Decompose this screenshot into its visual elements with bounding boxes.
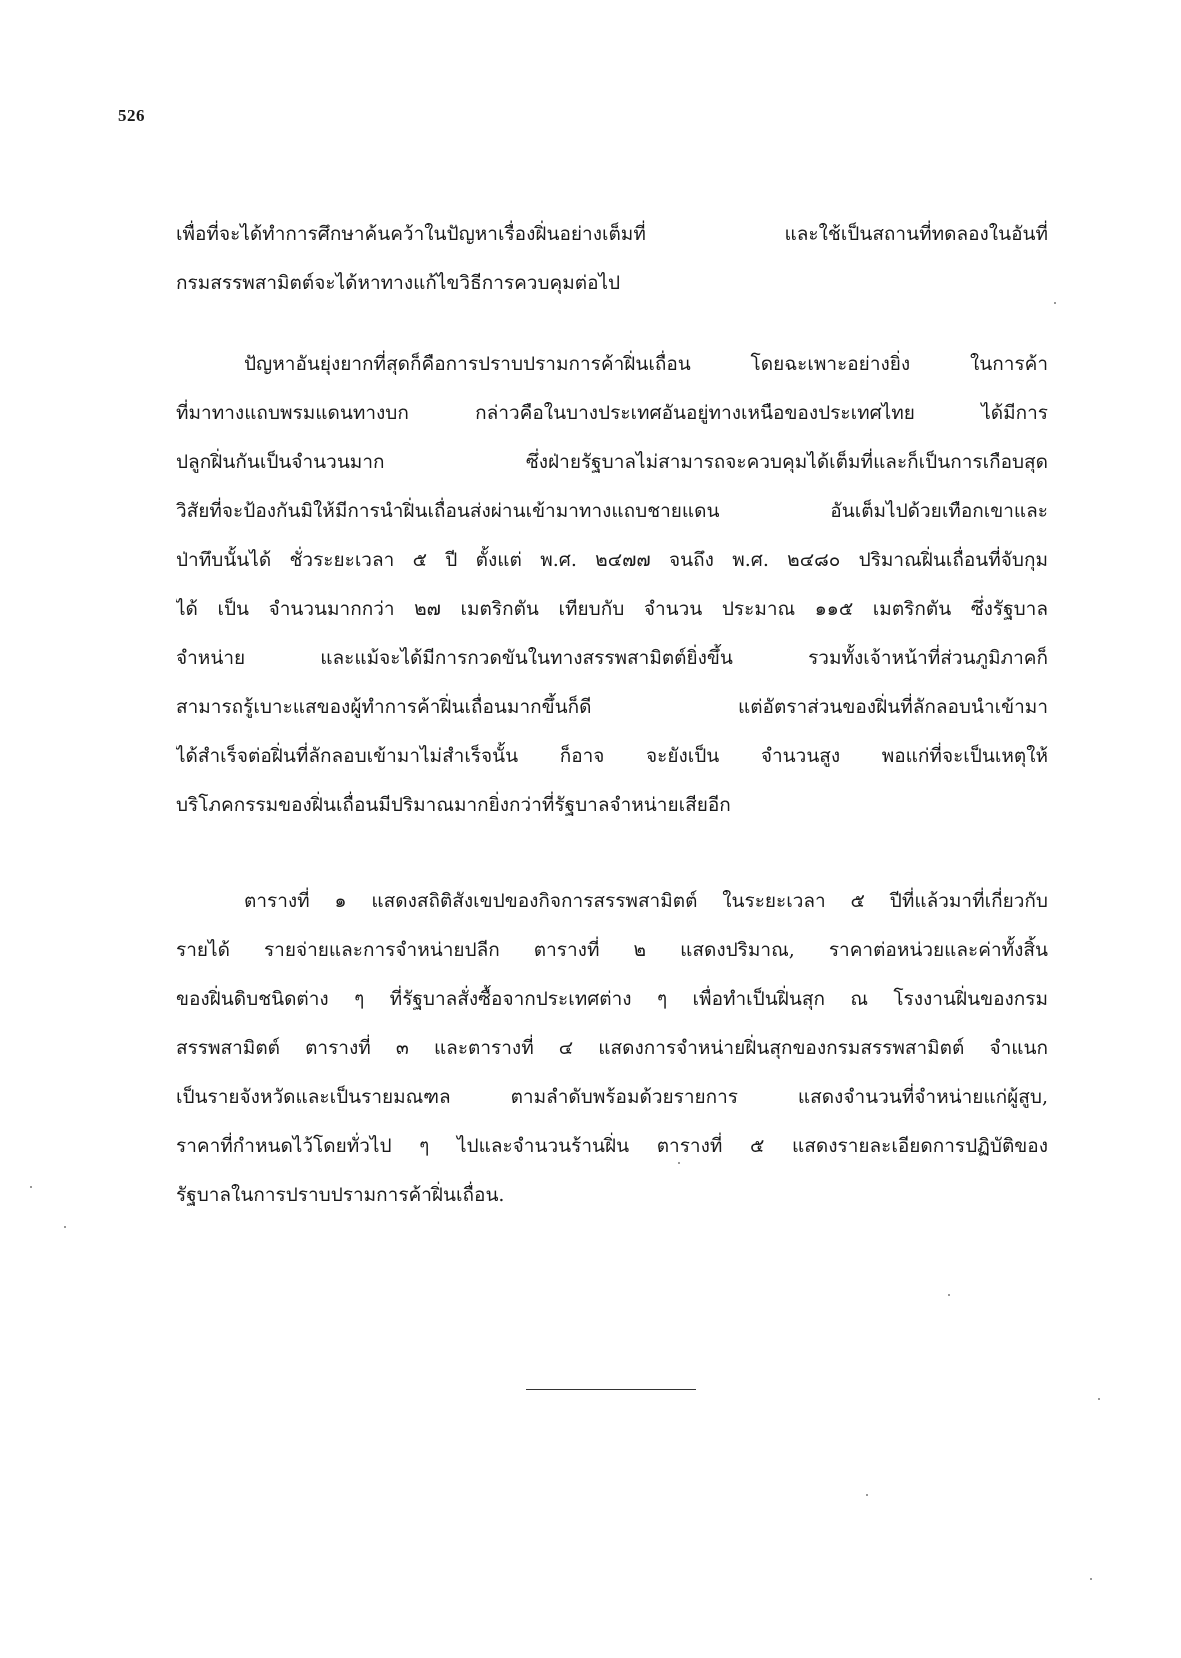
text-line: กรมสรรพสามิตต์จะได้หาทางแก้ไขวิธีการควบคุมต่อไป xyxy=(176,272,621,294)
text-line: ปลูกฝิ่นกันเป็นจำนวนมาก ซึ่งฝ่ายรัฐบาลไม่สามารถจะควบคุมได้เต็มที่และก็เป็นการเกือบสุด xyxy=(176,451,1048,473)
text-line: เพื่อที่จะได้ทำการศึกษาค้นคว้าในปัญหาเรื่องฝิ่นอย่างเต็มที่ และใช้เป็นสถานที่ทดลองในอันที่ xyxy=(176,223,1048,245)
text-line: ตารางที่ ๑ แสดงสถิติสังเขปของกิจการสรรพสามิตต์ ในระยะเวลา ๕ ปีที่แล้วมาที่เกี่ยวกับ xyxy=(244,890,1048,912)
text-line: ของฝิ่นดิบชนิดต่าง ๆ ที่รัฐบาลสั่งซื้อจากประเทศต่าง ๆ เพื่อทำเป็นฝิ่นสุก ณ โรงงานฝิ่นของกรม xyxy=(176,988,1048,1010)
scan-speck xyxy=(948,1294,950,1296)
text-line: รายได้ รายจ่ายและการจำหน่ายปลีก ตารางที่ ๒ แสดงปริมาณ, ราคาต่อหน่วยและค่าทั้งสิ้น xyxy=(176,939,1048,961)
text-line: ปัญหาอันยุ่งยากที่สุดก็คือการปราบปรามการค้าฝิ่นเถื่อน โดยฉะเพาะอย่างยิ่ง ในการค้า xyxy=(244,353,1048,375)
page-number: 526 xyxy=(118,106,145,125)
scan-speck xyxy=(64,1226,66,1228)
text-line: ได้สำเร็จต่อฝิ่นที่ลักลอบเข้ามาไม่สำเร็จนั้น ก็อาจ จะยังเป็น จำนวนสูง พอแก่ที่จะเป็นเหตุให้ xyxy=(176,745,1048,767)
text-line: ป่าทึบนั้นได้ ชั่วระยะเวลา ๕ ปี ตั้งแต่ พ.ศ. ๒๔๗๗ จนถึง พ.ศ. ๒๔๘๐ ปริมาณฝิ่นเถื่อนที่จับกุม xyxy=(176,549,1048,571)
text-line: บริโภคกรรมของฝิ่นเถื่อนมีปริมาณมากยิ่งกว่าที่รัฐบาลจำหน่ายเสียอีก xyxy=(176,794,731,816)
text-line: ราคาที่กำหนดไว้โดยทั่วไป ๆ ไปและจำนวนร้านฝิ่น ตารางที่ ๕ แสดงรายละเอียดการปฏิบัติของ xyxy=(176,1135,1048,1157)
scan-speck xyxy=(1054,302,1056,304)
scan-speck xyxy=(30,1186,32,1188)
text-line: ที่มาทางแถบพรมแดนทางบก กล่าวคือในบางประเทศอันอยู่ทางเหนือของประเทศไทย ได้มีการ xyxy=(176,402,1048,424)
paragraph-3 xyxy=(176,877,1048,1220)
text-line: ได้ เป็น จำนวนมากกว่า ๒๗ เมตริกตัน เทียบกับ จำนวน ประมาณ ๑๑๕ เมตริกตัน ซึ่งรัฐบาล xyxy=(176,598,1048,620)
paragraph-1 xyxy=(176,210,1048,308)
scan-speck xyxy=(678,1162,680,1164)
text-line: เป็นรายจังหวัดและเป็นรายมณฑล ตามลำดับพร้อมด้วยรายการ แสดงจำนวนที่จำหน่ายแก่ผู้สูบ, xyxy=(176,1086,1048,1108)
text-line: สามารถรู้เบาะแสของผู้ทำการค้าฝิ่นเถื่อนมากขึ้นก็ดี แต่อัตราส่วนของฝิ่นที่ลักลอบนำเข้ามา xyxy=(176,696,1048,718)
scan-speck xyxy=(1090,1578,1092,1580)
text-line: จำหน่าย และแม้จะได้มีการกวดขันในทางสรรพสามิตต์ยิ่งขึ้น รวมทั้งเจ้าหน้าที่ส่วนภูมิภาคก็ xyxy=(176,647,1048,669)
section-end-rule xyxy=(526,1389,696,1390)
scan-speck xyxy=(1098,1398,1100,1400)
text-line: รัฐบาลในการปราบปรามการค้าฝิ่นเถื่อน. xyxy=(176,1184,505,1206)
paragraph-2 xyxy=(176,340,1048,830)
scan-speck xyxy=(866,1494,868,1496)
text-line: สรรพสามิตต์ ตารางที่ ๓ และตารางที่ ๔ แสดงการจำหน่ายฝิ่นสุกของกรมสรรพสามิตต์ จำแนก xyxy=(176,1037,1048,1059)
text-line: วิสัยที่จะป้องกันมิให้มีการนำฝิ่นเถื่อนส่งผ่านเข้ามาทางแถบชายแดน อันเต็มไปด้วยเทือกเขาและ xyxy=(176,500,1048,522)
